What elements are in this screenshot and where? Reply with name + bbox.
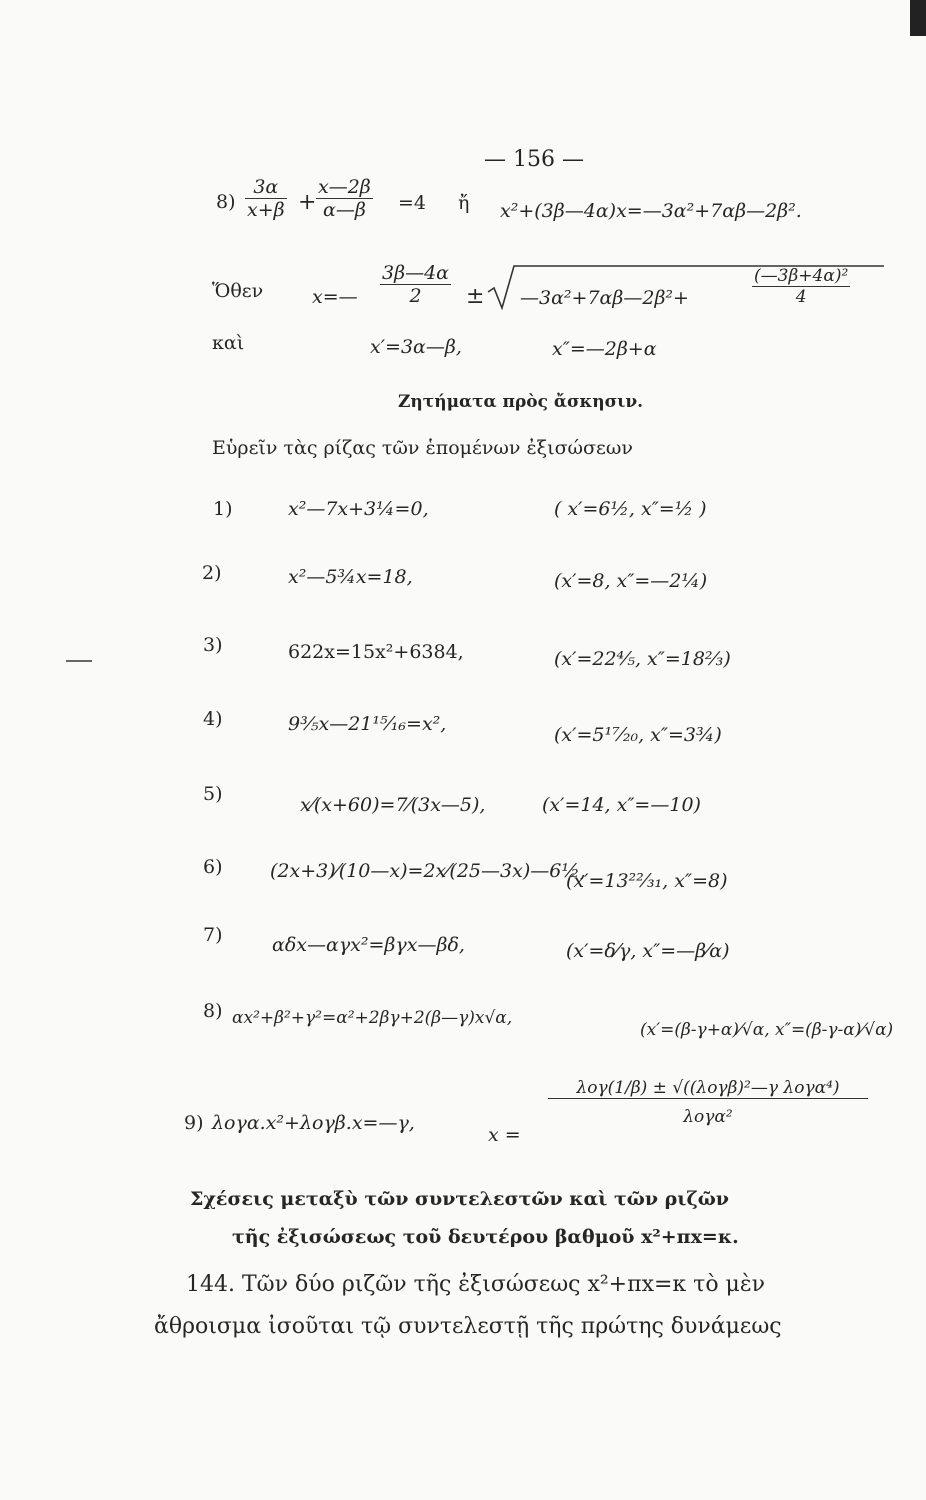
fraction-numerator: λογ(1/β) ± √((λογβ)²—γ λογα⁴) <box>548 1078 868 1099</box>
exercise-2-number: 2) <box>202 562 222 584</box>
exercise-1-number: 1) <box>213 498 233 520</box>
exercise-2-equation: x²—5¾x=18, <box>288 566 413 588</box>
exercise-3-answer: (x′=22⁴⁄₅, x″=18⅔) <box>554 648 731 670</box>
exercise-3-equation: 622x=15x²+6384, <box>288 641 464 663</box>
hothen-label: Ὅθεν <box>212 280 264 302</box>
plus-sign: + <box>298 190 317 215</box>
fraction-numerator: (—3β+4α)² <box>754 266 849 286</box>
exercise-8-number: 8) <box>203 1000 223 1022</box>
page-number: — 156 — <box>484 147 584 172</box>
exercise-6-answer: (x′=13²²⁄₃₁, x″=8) <box>566 870 728 892</box>
problem-8-fraction-2 <box>316 176 373 221</box>
hothen-lhs: x=— <box>312 286 358 308</box>
exercise-5-equation: x⁄(x+60)=7⁄(3x—5), <box>300 794 486 816</box>
hothen-fraction <box>380 262 451 307</box>
exercise-9-answer-fraction <box>548 1078 868 1127</box>
problem-8-fraction-1 <box>245 176 287 221</box>
or-word: ἤ <box>458 192 470 214</box>
exercise-5-number: 5) <box>203 783 223 805</box>
exercise-6-number: 6) <box>203 856 223 878</box>
exercise-4-answer: (x′=5¹⁷⁄₂₀, x″=3¾) <box>554 724 722 746</box>
paragraph-144-line-1: 144. Τῶν δύο ριζῶν τῆς ἐξισώσεως x²+πx=κ τὸ μὲν <box>186 1272 766 1297</box>
exercise-6-equation: (2x+3)⁄(10—x)=2x⁄(25—3x)—6½, <box>270 860 586 882</box>
exercise-4-equation: 9⅗x—21¹⁵⁄₁₆=x², <box>288 713 447 735</box>
relations-heading-line-1: Σχέσεις μεταξὺ τῶν συντελεστῶν καὶ τῶν ριζῶν <box>190 1188 729 1210</box>
margin-mark <box>66 660 92 662</box>
problem-8-number: 8) <box>216 191 236 213</box>
exercise-3-number: 3) <box>203 634 223 656</box>
exercise-9-number: 9) <box>184 1112 204 1134</box>
problem-8-rhs: x²+(3β—4α)x=—3α²+7αβ—2β². <box>500 200 802 222</box>
equals-four: =4 <box>398 192 427 214</box>
exercise-1-answer: ( x′=6½, x″=½ ) <box>554 498 707 520</box>
fraction-denominator: λογα² <box>683 1107 733 1127</box>
fraction-numerator: 3α <box>245 176 287 199</box>
exercise-2-answer: (x′=8, x″=—2¼) <box>554 570 708 592</box>
relations-heading-line-2: τῆς ἐξισώσεως τοῦ δευτέρου βαθμοῦ x²+πx=κ. <box>232 1226 739 1248</box>
sqrt-inner-fraction <box>752 266 850 307</box>
exercise-8-answer: (x′=(β-γ+α)⁄√α, x″=(β-γ-α)⁄√α) <box>640 1020 894 1040</box>
fraction-denominator: x+β <box>247 199 285 221</box>
exercise-8-equation: αx²+β²+γ²=α²+2βγ+2(β—γ)x√α, <box>232 1008 513 1028</box>
exercises-heading: Ζητήματα πρὸς ἄσκησιν. <box>398 392 644 412</box>
fraction-denominator: 2 <box>409 285 422 307</box>
kai-label: καὶ <box>212 332 245 354</box>
paragraph-144-line-2: ἄθροισμα ἰσοῦται τῷ συντελεστῇ τῆς πρώτης δυνάμεως <box>154 1314 782 1339</box>
exercise-7-number: 7) <box>203 924 223 946</box>
fraction-denominator: 4 <box>795 287 807 307</box>
exercise-9-equation: λογα.x²+λογβ.x=—γ, <box>212 1112 415 1134</box>
instruction-text: Εὑρεῖν τὰς ρίζας τῶν ἑπομένων ἐξισώσεων <box>212 437 633 459</box>
exercise-7-answer: (x′=δ⁄γ, x″=—β⁄α) <box>566 940 730 962</box>
page-edge-mark <box>910 0 926 36</box>
sqrt-body: —3α²+7αβ—2β²+ <box>520 287 689 309</box>
exercise-9-answer-lhs: x = <box>488 1124 521 1146</box>
exercise-5-answer: (x′=14, x″=—10) <box>542 794 701 816</box>
fraction-numerator: x—2β <box>318 176 371 198</box>
exercise-4-number: 4) <box>203 708 223 730</box>
exercise-1-equation: x²—7x+3¼=0, <box>288 498 429 520</box>
exercise-7-equation: αδx—αγx²=βγx—βδ, <box>272 934 465 956</box>
plus-minus-sign: ± <box>466 284 485 309</box>
root-x2: x″=—2β+α <box>552 338 657 360</box>
fraction-numerator: 3β—4α <box>382 262 449 284</box>
fraction-denominator: α—β <box>322 199 366 221</box>
root-x1: x′=3α—β, <box>370 336 462 358</box>
